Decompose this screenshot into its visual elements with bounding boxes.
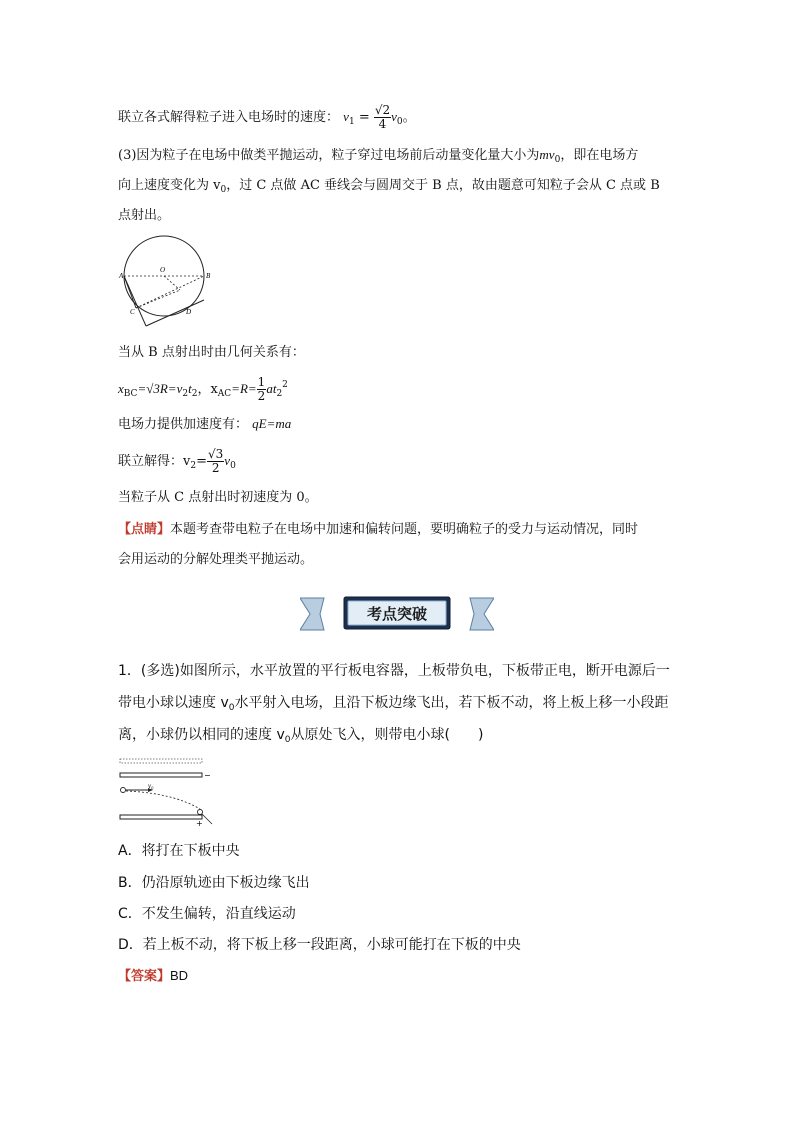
solution-line-1 (118, 104, 416, 131)
option-a (118, 842, 240, 860)
option-text: B．仍沿原轨迹由下板边缘飞出 (118, 875, 310, 891)
line-O-mid (164, 276, 180, 290)
sub: 0 (220, 185, 227, 195)
text: 电场力提供加速度有： (118, 417, 249, 432)
var-v1: v (343, 109, 349, 124)
sub: 0 (554, 155, 561, 165)
answer-tag: 【答案】 (118, 969, 171, 984)
banner-right-tail (470, 598, 494, 630)
option-text: D．若上板不动，将下板上移一段距离，小球可能打在下板的中央 (118, 937, 521, 953)
solution-p3-line-3 (118, 207, 170, 225)
var-mv: mv (539, 147, 555, 162)
label-A: A (119, 272, 124, 280)
option-text: C．不发生偏转，沿直线运动 (118, 906, 296, 922)
tip-text: 会用运动的分解处理类平抛运动。 (118, 552, 314, 567)
fraction (207, 448, 224, 475)
capacitor-diagram (118, 757, 218, 827)
sub: 0 (396, 117, 403, 127)
numerator: √2 (374, 103, 391, 117)
sub: 1 (348, 117, 355, 127)
answer-line (118, 967, 188, 986)
sub: 0 (284, 735, 291, 745)
tip-line-2 (118, 551, 313, 569)
text: 联立解得：v (118, 454, 191, 469)
lower-plate (120, 815, 202, 819)
c-exit-line (118, 489, 318, 507)
text: ，x (197, 382, 218, 397)
sub: 2 (276, 389, 283, 399)
text: ，过 C 点做 AC 垂线会与圆周交于 B 点，故由题意可知粒子会从 C 点或 B (226, 178, 660, 193)
sup: 2 (282, 380, 288, 390)
line-A-bottom (124, 276, 146, 326)
option-c (118, 905, 296, 923)
numerator: 1 (257, 375, 266, 389)
expr: qE=ma (252, 416, 292, 431)
label-v0: v₀ (148, 782, 154, 790)
solution-p3-line-2 (118, 177, 660, 199)
option-d (118, 936, 521, 954)
sub: 0 (228, 703, 235, 713)
expr: =R= (231, 381, 257, 396)
circle-diagram (118, 234, 218, 330)
sub: 2 (191, 389, 198, 399)
equals: = (358, 110, 370, 125)
label-D: D (186, 308, 192, 316)
sub: 0 (230, 461, 236, 471)
period: 。 (402, 110, 416, 125)
text: 离，小球仍以相同的速度 v (118, 727, 285, 743)
text: (3)因为粒子在电场中做类平抛运动，粒子穿过电场前后动量变化量大小为 (118, 148, 540, 163)
option-b (118, 874, 310, 892)
sub: 2 (182, 389, 189, 399)
sub: BC (123, 389, 138, 399)
expr: =√3R=v (137, 381, 183, 396)
question-line-2 (118, 694, 668, 717)
force-line (118, 415, 291, 434)
label-O: O (160, 266, 166, 274)
moved-upper-plate (120, 759, 202, 763)
text: 带电小球以速度 v (118, 695, 229, 711)
b-exit-line (118, 344, 305, 362)
question-line-3 (118, 726, 483, 749)
label-C: C (130, 308, 135, 316)
equals: = (196, 454, 207, 469)
expr: at (266, 381, 277, 396)
text: 从原处飞入，则带电小球( ) (290, 727, 484, 743)
text: 1．(多选)如图所示，水平放置的平行板电容器，上板带负电，下板带正电，断开电源后一 (118, 663, 670, 679)
denominator: 2 (257, 389, 266, 403)
label-B: B (206, 272, 211, 280)
question-line-1 (118, 662, 670, 680)
text: 当从 B 点射出时由几何关系有： (118, 345, 305, 360)
tip-tag: 【点睛】 (118, 522, 171, 537)
banner-label: 考点突破 (366, 605, 428, 623)
text: 向上速度变化为 v (118, 178, 221, 193)
upper-plate (120, 773, 202, 777)
var-x: x (118, 381, 124, 396)
var-v0: v (224, 453, 231, 468)
trajectory (126, 791, 200, 809)
banner-left-tail (300, 598, 324, 630)
minus-sign: − (204, 771, 211, 780)
sub: AC (217, 389, 232, 399)
denominator: 2 (211, 461, 220, 475)
answer-value: BD (170, 968, 189, 983)
denominator: 4 (378, 117, 387, 131)
fraction (374, 104, 391, 131)
text: 联立各式解得粒子进入电场时的速度： (118, 110, 340, 125)
option-text: A．将打在下板中央 (118, 843, 240, 859)
plus-sign: + (196, 819, 203, 827)
text: ，即在电场方 (560, 148, 639, 163)
exit-arrow (202, 814, 212, 824)
fraction (257, 376, 267, 403)
solve-line (118, 448, 236, 475)
ball-start (121, 788, 126, 793)
line-C-mid (136, 290, 180, 308)
numerator: √3 (208, 447, 224, 461)
equation-1 (118, 376, 288, 403)
text: 水平射入电场，且沿下板边缘飞出，若下板不动，将上板上移一小段距 (234, 695, 669, 711)
ball-end (198, 810, 203, 815)
sub: 2 (190, 461, 197, 471)
section-banner (300, 594, 494, 634)
tip-text: 本题考查带电粒子在电场中加速和偏转问题，要明确粒子的受力与运动情况，同时 (170, 522, 639, 537)
solution-p3-line-1 (118, 146, 638, 169)
line-bottom-D (146, 300, 204, 326)
text: 点射出。 (118, 208, 171, 223)
tip-line-1 (118, 521, 638, 539)
var-v0: v (391, 109, 397, 124)
text: 当粒子从 C 点射出时初速度为 0。 (118, 490, 318, 505)
var-t: t (188, 381, 192, 396)
